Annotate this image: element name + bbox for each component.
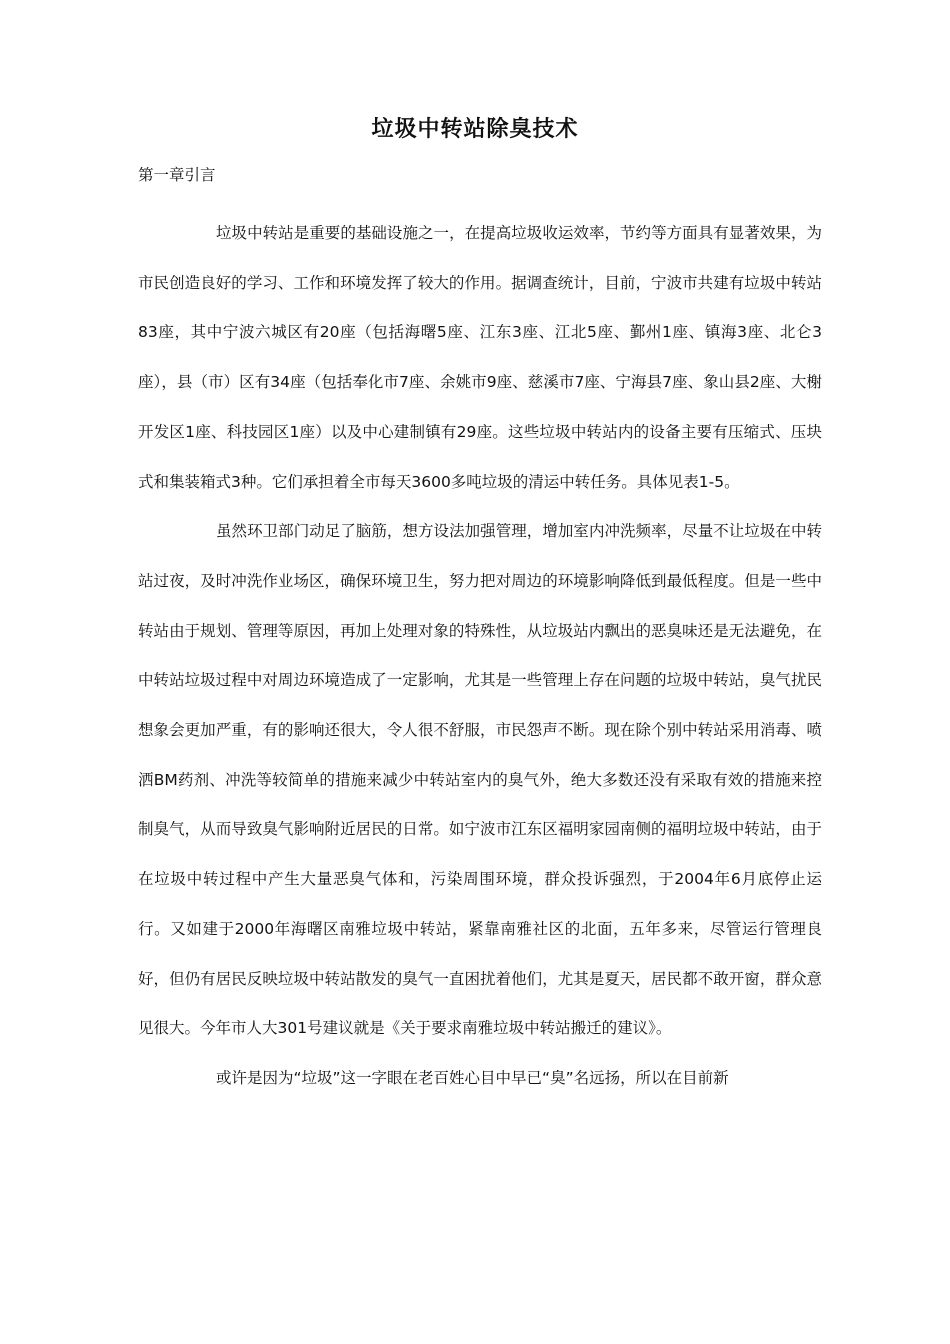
document-title: 垃圾中转站除臭技术: [371, 117, 579, 142]
body-paragraph: 虽然环卫部门动足了脑筋，想方设法加强管理，增加室内冲洗频率，尽量不让垃圾在中转站过夜，及时冲洗作业场区，确保环境卫生，努力把对周边的环境影响降低到最低程度。但是一些中转站由于规划、管理等原因，再加上处理对象的特殊性，从垃圾站内飘出的恶臭味还是无法避免，在中转站垃圾过程中对周边环境造成了一定影响，尤其是一些管理上存在问题的垃圾中转站，臭气扰民想象会更加严重，有的影响还很大，令人很不舒服，市民怨声不断。现在除个别中转站采用消毒、喷洒BM药剂、冲洗等较简单的措施来减少中转站室内的臭气外，绝大多数还没有采取有效的措施来控制臭气，从而导致臭气影响附近居民的日常。如宁波市江东区福明家园南侧的福明垃圾中转站，由于在垃圾中转过程中产生大量恶臭气体和，污染周围环境，群众投诉强烈，于2004年6月底停止运行。又如建于2000年海曙区南雅垃圾中转站，紧靠南雅社区的北面，五年多来，尽管运行管理良好，但仍有居民反映垃圾中转站散发的臭气一直困扰着他们，尤其是夏天，居民都不敢开窗，群众意见很大。今年市人大301号建议就是《关于要求南雅垃圾中转站搬迁的建议》。: [138, 522, 822, 1038]
body-paragraph: 或许是因为“垃圾”这一字眼在老百姓心目中早已“臭”名远扬，所以在目前新: [216, 1068, 729, 1087]
body-paragraph: 垃圾中转站是重要的基础设施之一，在提高垃圾收运效率，节约等方面具有显著效果，为市民创造良好的学习、工作和环境发挥了较大的作用。据调查统计，目前，宁波市共建有垃圾中转站83座，其中宁波六城区有20座（包括海曙5座、江东3座、江北5座、鄞州1座、镇海3座、北仑3座），县（市）区有34座（包括奉化市7座、余姚市9座、慈溪市7座、宁海县7座、象山县2座、大榭开发区1座、科技园区1座）以及中心建制镇有29座。这些垃圾中转站内的设备主要有压缩式、压块式和集装箱式3种。它们承担着全市每天3600多吨垃圾的清运中转任务。具体见表1-5。: [138, 224, 822, 491]
chapter-heading: 第一章引言: [138, 166, 216, 184]
document-body: [138, 209, 822, 1104]
